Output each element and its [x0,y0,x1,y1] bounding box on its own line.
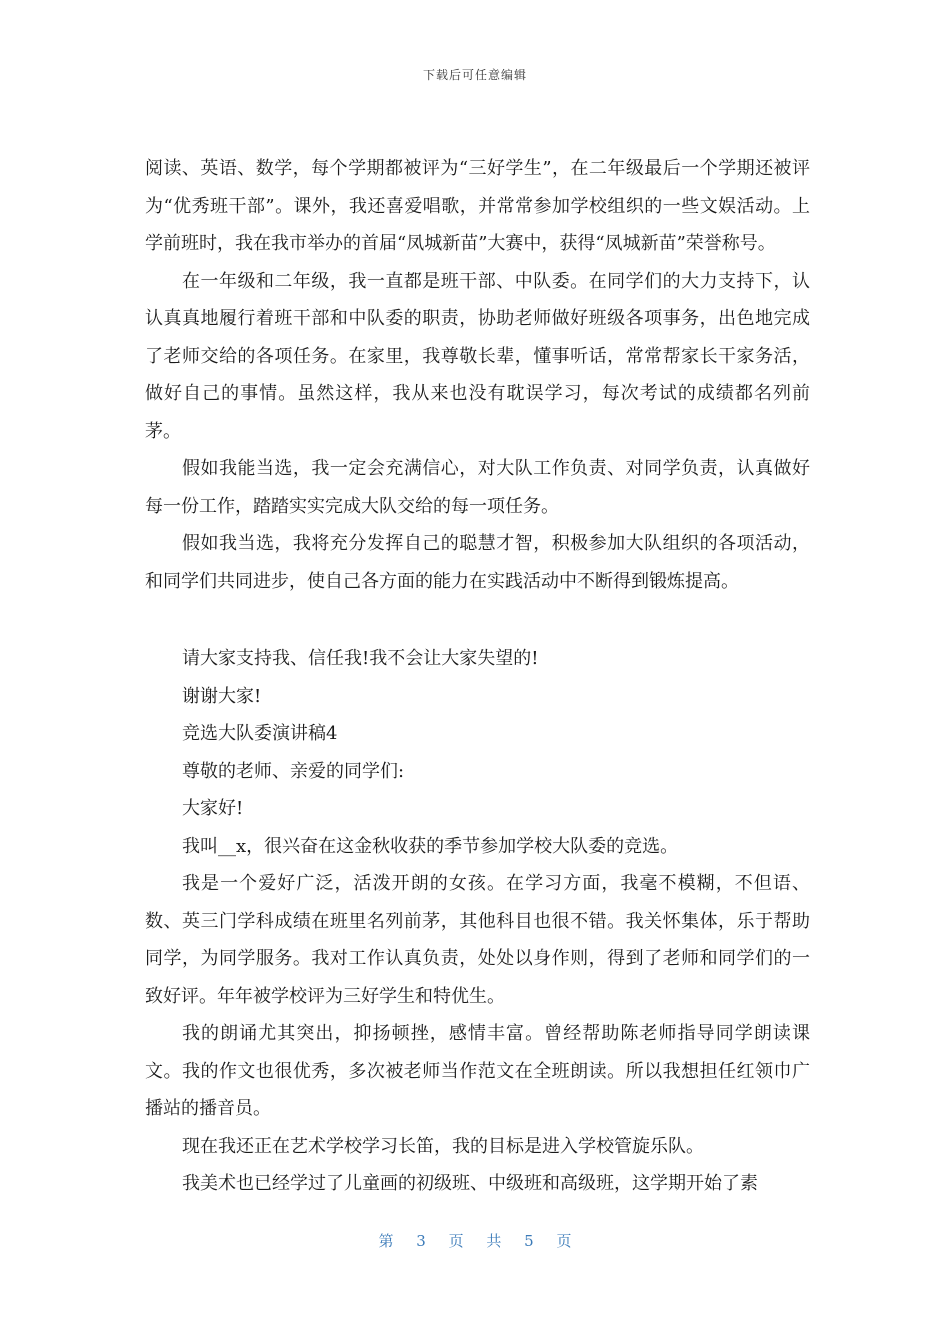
thanks-line: 谢谢大家! [182,685,262,707]
page-header: 下载后可任意编辑 [422,68,527,82]
intro-line: 我叫__x，很兴奋在这金秋收获的季节参加学校大队委的竞选。 [182,835,679,857]
section-title: 竞选大队委演讲稿4 [182,723,338,744]
paragraph: 我美术也已经学过了儿童画的初级班、中级班和高级班，这学期开始了素 [182,1173,758,1194]
document-body [145,150,810,1203]
greeting: 大家好! [182,798,244,819]
salutation: 尊敬的老师、亲爱的同学们: [182,760,405,782]
paragraph: 假如我当选，我将充分发挥自己的聪慧才智，积极参加大队组织的各项活动，和同学们共同进步，使自己各方面的能力在实践活动中不断得到锻炼提高。 [145,533,810,592]
closing-line: 请大家支持我、信任我!我不会让大家失望的! [182,648,539,669]
paragraph: 阅读、英语、数学，每个学期都被评为“三好学生”，在二年级最后一个学期还被评为“优秀班干部”。课外，我还喜爱唱歌，并常常参加学校组织的一些文娱活动。上学前班时，我在我市举办的首届“凤城新苗”大赛中，获得“凤城新苗”荣誉称号。 [145,158,810,254]
paragraph: 我是一个爱好广泛，活泼开朗的女孩。在学习方面，我毫不模糊，不但语、数、英三门学科成绩在班里名列前茅，其他科目也很不错。我关怀集体，乐于帮助同学，为同学服务。我对工作认真负责，处处以身作则，得到了老师和同学们的一致好评。年年被学校评为三好学生和特优生。 [145,873,810,1007]
blank-gap [145,600,810,640]
paragraph: 假如我能当选，我一定会充满信心，对大队工作负责、对同学负责，认真做好每一份工作，踏踏实实完成大队交给的每一项任务。 [145,458,810,517]
page-number-footer: 第 3 页 共 5 页 [378,1232,572,1250]
paragraph: 现在我还正在艺术学校学习长笛，我的目标是进入学校管旋乐队。 [182,1135,704,1157]
paragraph: 我的朗诵尤其突出，抑扬顿挫，感情丰富。曾经帮助陈老师指导同学朗读课文。我的作文也很优秀，多次被老师当作范文在全班朗读。所以我想担任红领巾广播站的播音员。 [145,1023,810,1119]
paragraph: 在一年级和二年级，我一直都是班干部、中队委。在同学们的大力支持下，认认真真地履行着班干部和中队委的职责，协助老师做好班级各项事务，出色地完成了老师交给的各项任务。在家里，我尊敬长辈，懂事听话，常常帮家长干家务活，做好自己的事情。虽然这样，我从来也没有耽误学习，每次考试的成绩都名列前茅。 [145,270,810,442]
